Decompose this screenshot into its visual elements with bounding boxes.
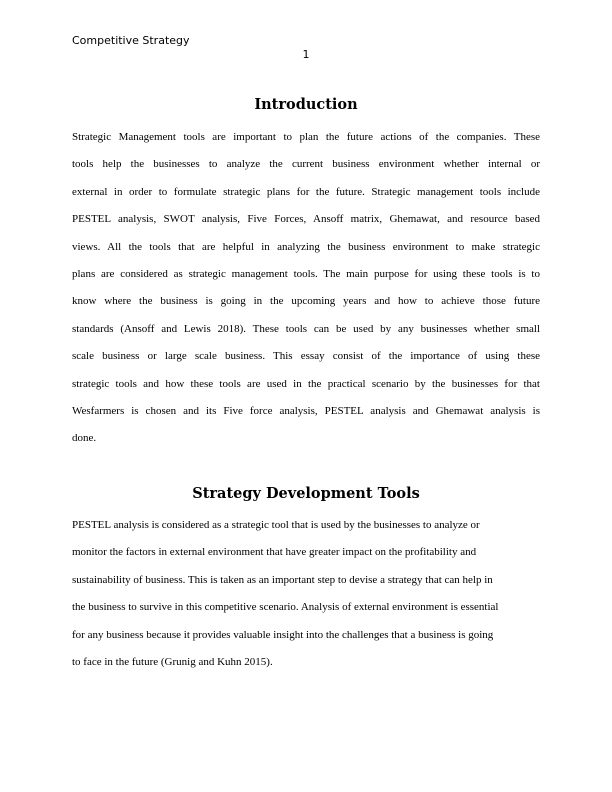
introduction-paragraph <box>72 124 540 453</box>
text-line: for any business because it provides valuable insight into the challenges that a business is going <box>72 628 494 641</box>
text-line: plans are considered as strategic management tools. The main purpose for using these tools is to <box>72 268 540 281</box>
text-line: scale business or large scale business. This essay consist of the importance of using these <box>72 350 540 363</box>
text-line: monitor the factors in external environment that have greater impact on the profitability and <box>72 546 477 559</box>
section-heading-strategy-development-tools: Strategy Development Tools <box>192 485 420 502</box>
text-line: external in order to formulate strategic plans for the future. Strategic management tools include <box>72 185 540 198</box>
text-line: Strategic Management tools are important to plan the future actions of the companies. These <box>72 131 540 143</box>
text-line: strategic tools and how these tools are used in the practical scenario by the businesses for that <box>72 377 540 390</box>
text-line: the business to survive in this competitive scenario. Analysis of external environment is essential <box>72 601 499 614</box>
text-line: PESTEL analysis, SWOT analysis, Five Forces, Ansoff matrix, Ghemawat, and resource based <box>72 213 540 226</box>
strategy-tools-paragraph <box>72 512 540 676</box>
text-line: standards (Ansoff and Lewis 2018). These tools can be used by any businesses whether small <box>72 322 540 335</box>
running-header-title: Competitive Strategy <box>72 34 190 47</box>
text-line: done. <box>72 432 97 445</box>
text-line: tools help the businesses to analyze the current business environment whether internal or <box>72 158 540 171</box>
text-line: know where the business is going in the upcoming years and how to achieve those future <box>72 295 540 308</box>
text-line: views. All the tools that are helpful in analyzing the business environment to make strategic <box>72 240 540 253</box>
text-line: Wesfarmers is chosen and its Five force analysis, PESTEL analysis and Ghemawat analysis is <box>72 405 540 418</box>
text-line: PESTEL analysis is considered as a strategic tool that is used by the businesses to analyze or <box>72 519 480 531</box>
section-heading-introduction: Introduction <box>254 96 358 113</box>
page-number: 1 <box>302 48 310 61</box>
text-line: to face in the future (Grunig and Kuhn 2015). <box>72 656 273 669</box>
text-line: sustainability of business. This is taken as an important step to devise a strategy that can help in <box>72 573 493 586</box>
